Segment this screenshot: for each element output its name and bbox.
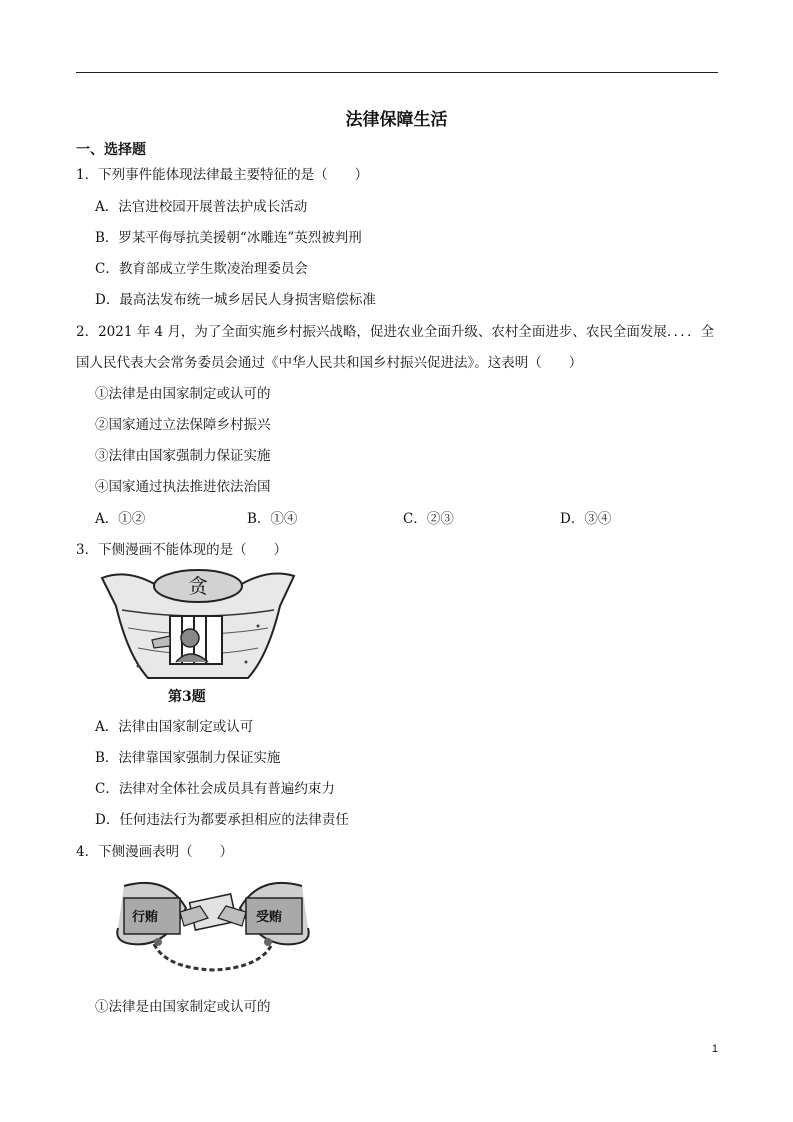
question-2-statement-3: ③法律由国家强制力保证实施 xyxy=(95,448,271,464)
question-4-statement-1: ①法律是由国家制定或认可的 xyxy=(95,999,271,1015)
question-2-choice-b: B．①④ xyxy=(247,511,298,527)
question-1-option-b: B．罗某平侮辱抗美援朝“冰雕连”英烈被判刑 xyxy=(95,230,362,246)
question-3-option-a: A．法律由国家制定或认可 xyxy=(95,719,254,735)
question-2-statement-2: ②国家通过立法保障乡村振兴 xyxy=(95,417,271,433)
question-3-option-c: C．法律对全体社会成员具有普遍约束力 xyxy=(95,781,335,797)
figure-caption: 第3题 xyxy=(168,689,206,705)
page-title: 法律保障生活 xyxy=(345,110,448,130)
page-number: 1 xyxy=(711,1043,718,1055)
question-2-choice-c: C．②③ xyxy=(403,511,454,527)
question-2-stem-line-2: 国人民代表大会常务委员会通过《中华人民共和国乡村振兴促进法》。这表明（ ） xyxy=(76,355,583,371)
question-2-choice-a: A．①② xyxy=(95,511,146,527)
question-2-statement-4: ④国家通过执法推进依法治国 xyxy=(95,479,271,495)
question-1-option-d: D．最高法发布统一城乡居民人身损害赔偿标准 xyxy=(95,292,376,308)
question-2-choice-d: D．③④ xyxy=(560,511,612,527)
question-2-statement-1: ①法律是由国家制定或认可的 xyxy=(95,386,271,402)
question-1-stem: 1．下列事件能体现法律最主要特征的是（ ） xyxy=(76,167,369,183)
header-rule xyxy=(76,72,718,73)
question-1-option-a: A．法官进校园开展普法护成长活动 xyxy=(95,199,308,215)
question-2-stem-line-1: 2．2021 年 4 月，为了全面实施乡村振兴战略，促进农业全面升级、农村全面进步、农民全面发展．．．．全 xyxy=(76,324,715,340)
cartoon-handcuffs-figure xyxy=(96,868,330,980)
question-1-option-c: C．教育部成立学生欺凌治理委员会 xyxy=(95,261,308,277)
bribe-taker-label: 受贿 xyxy=(256,910,283,925)
question-3-option-d: D．任何违法行为都要承担相应的法律责任 xyxy=(95,812,349,828)
question-3-option-b: B．法律靠国家强制力保证实施 xyxy=(95,750,281,766)
section-heading: 一、选择题 xyxy=(76,142,146,158)
question-3-stem: 3．下侧漫画不能体现的是（ ） xyxy=(76,542,288,558)
briber-label: 行贿 xyxy=(132,910,159,925)
question-4-stem: 4．下侧漫画表明（ ） xyxy=(76,844,234,860)
ingot-glyph: 贪 xyxy=(188,574,208,598)
cartoon-gold-ingot-figure xyxy=(98,566,298,712)
